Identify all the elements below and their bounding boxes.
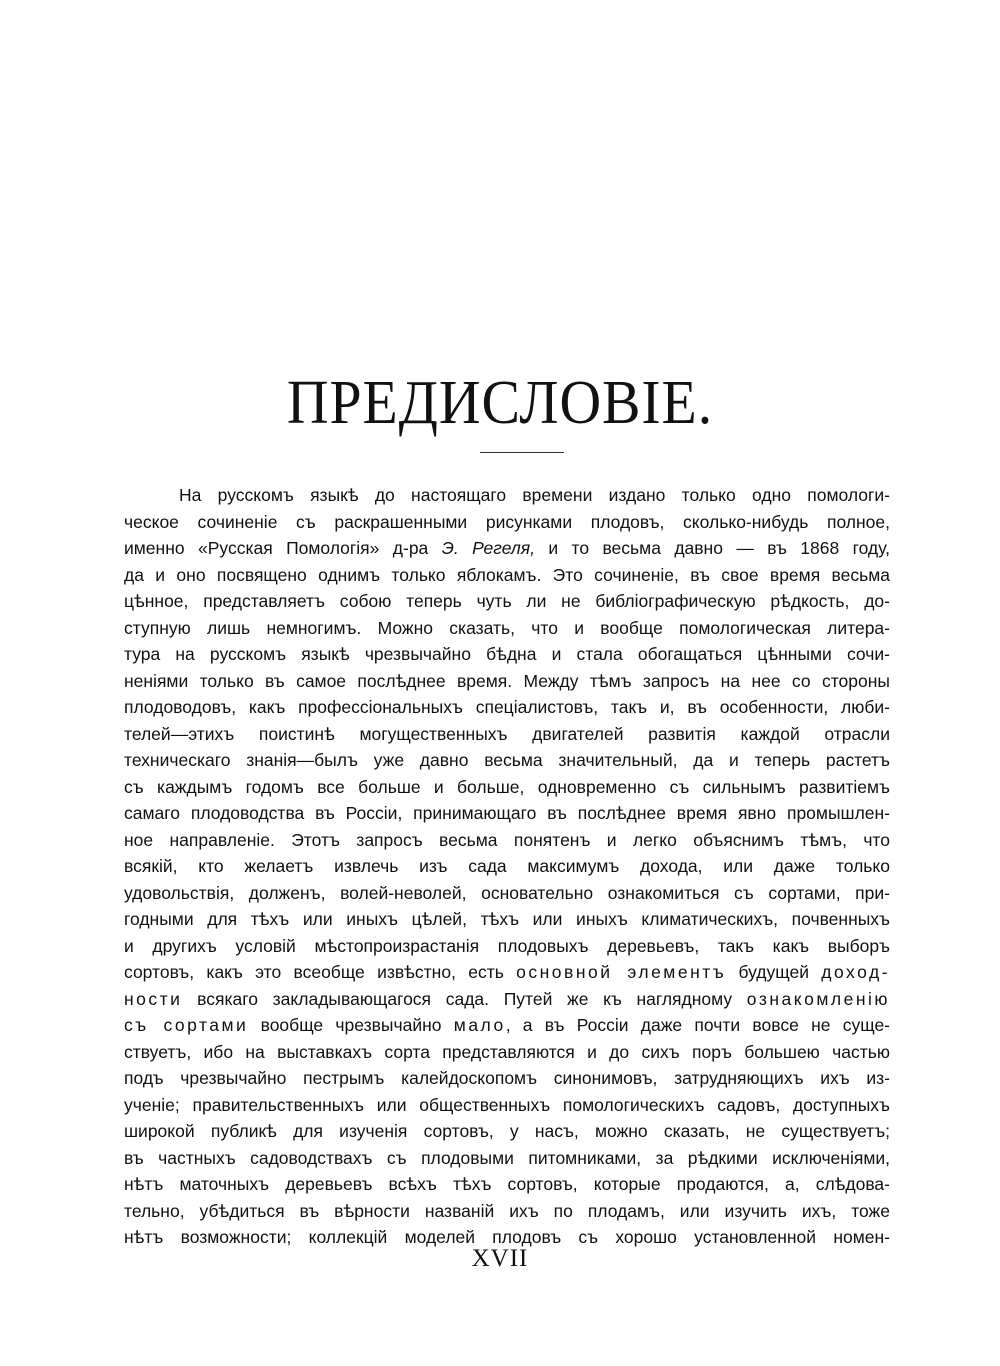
emphasis-basic-element: основной элементъ (516, 962, 727, 982)
text-line-7: тура на русскомъ языкѣ чрезвычайно бѣдна и стала обогащаться цѣнными сочи- (124, 644, 890, 664)
text-line-24: ученіе; правительственныхъ или общественныхъ помологическихъ садовъ, доступныхъ (124, 1094, 890, 1115)
text-line-5: цѣнное, представляетъ собою теперь чуть ли не библіографическую рѣдкость, до- (124, 591, 890, 611)
text-line-9: плодоводовъ, какъ профессіональныхъ спеціалистовъ, такъ и, въ особенности, люби- (124, 697, 890, 717)
text-line-8: неніями только въ самое послѣднее время. Между тѣмъ запросъ на нее со стороны (124, 670, 890, 691)
emphasis-profit-start: доход- (821, 962, 890, 982)
text-line-14: ное направленіе. Этотъ запросъ весьма понятенъ и легко объяснимъ тѣмъ, что (124, 829, 890, 850)
text-line-22: ствуетъ, ибо на выставкахъ сорта представляются и до сихъ поръ большею частью (124, 1041, 890, 1062)
text-line-18: и другихъ условій мѣстопроизрастанія плодовыхъ деревьевъ, такъ какъ выборъ (124, 935, 890, 956)
emphasis-varieties: съ сортами (124, 1015, 249, 1035)
text-line-3: именно «Русская Помологія» д-ра Э. Регеля, и то весьма давно — въ 1868 году, (124, 538, 891, 558)
text-line-4: да и оно посвящено однимъ только яблокамъ. Это сочиненіе, въ свое время весьма (124, 564, 890, 585)
text-line-13: самаго плодоводства въ Россіи, принимающаго въ послѣднее время явно промышлен- (124, 803, 890, 823)
author-name: Э. Регеля, (441, 538, 535, 558)
text-line-25: широкой публикѣ для изученія сортовъ, у насъ, можно сказать, не существуетъ; (124, 1121, 890, 1141)
text-line-1: На русскомъ языкѣ до настоящаго времени издано только одно помологи- (179, 485, 890, 505)
text-line-6: ступную лишь немногимъ. Можно сказать, что и вообще помологическая литера- (124, 617, 890, 638)
emphasis-profit-end: ности (124, 988, 183, 1009)
preface-text (124, 482, 890, 1251)
text-line-17: годными для тѣхъ или иныхъ цѣлей, тѣхъ или иныхъ климатическихъ, почвенныхъ (124, 909, 890, 929)
text-line-20: ности всякаго закладывающагося сада. Путей же къ наглядному ознакомленію (124, 988, 890, 1009)
emphasis-acquaintance: ознакомленію (746, 988, 890, 1009)
emphasis-few: мало (453, 1015, 506, 1035)
text-line-21: съ сортами вообще чрезвычайно мало, а въ Россіи даже почти вовсе не суще- (124, 1015, 891, 1035)
text-line-27: нѣтъ маточныхъ деревьевъ всѣхъ тѣхъ сортовъ, которые продаются, а, слѣдова- (124, 1174, 890, 1194)
text-line-12: съ каждымъ годомъ все больше и больше, одновременно съ сильнымъ развитіемъ (124, 776, 890, 797)
text-line-19: сортовъ, какъ это всеобще извѣстно, есть основной элементъ будущей доход- (124, 962, 890, 982)
page-number: XVII (471, 1245, 529, 1272)
title-divider (480, 452, 564, 453)
text-line-11: техническаго знанія—былъ уже давно весьма значительный, да и теперь растетъ (124, 750, 890, 770)
text-line-10: телей—этихъ поистинѣ могущественныхъ двигателей развитія каждой отрасли (124, 723, 890, 744)
text-line-26: въ частныхъ садоводствахъ съ плодовыми питомниками, за рѣдкими исключеніями, (124, 1147, 890, 1168)
text-line-15: всякій, кто желаетъ извлечь изъ сада максимумъ дохода, или даже только (124, 856, 890, 876)
text-line-2: ческое сочиненіе съ раскрашенными рисунками плодовъ, сколько-нибудь полное, (124, 511, 890, 532)
text-line-29: нѣтъ возможности; коллекцій моделей плодовъ съ хорошо установленной номен- (124, 1227, 890, 1247)
text-line-23: подъ чрезвычайно пестрымъ калейдоскопомъ синонимовъ, затрудняющихъ ихъ из- (124, 1068, 890, 1088)
text-line-16: удовольствія, долженъ, волей-неволей, основательно ознакомиться съ сортами, при- (124, 882, 890, 903)
page-title: ПРЕДИСЛОВІЕ. (286, 369, 714, 437)
text-line-28: тельно, убѣдиться въ вѣрности названій ихъ по плодамъ, или изучить ихъ, тоже (124, 1200, 890, 1221)
